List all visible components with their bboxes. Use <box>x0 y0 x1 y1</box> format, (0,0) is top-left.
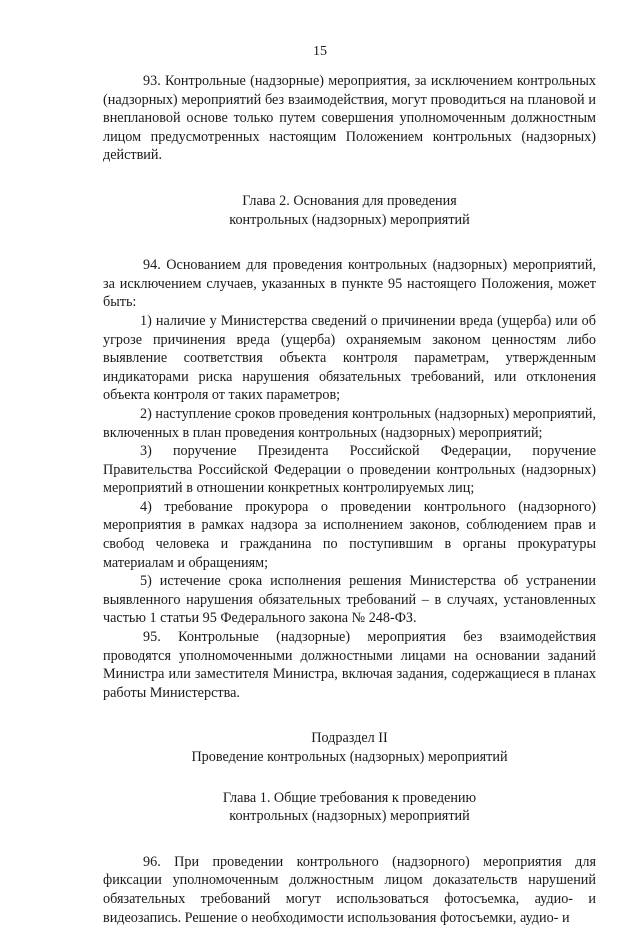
paragraph-95: 95. Контрольные (надзорные) мероприятия без взаимодействия проводятся уполномоченными должностными лицами на основании заданий Министра или заместителя Министра, включая задания, содержащиеся в планах работы Министерства. <box>103 629 596 701</box>
heading-line: Глава 1. Общие требования к проведению <box>222 789 477 806</box>
paragraph-96: 96. При проведении контрольного (надзорного) мероприятия для фиксации уполномоченным должностным лицом доказательств нарушений обязательных требований могут использоваться фотосъемка, аудио- и видеозапись. Решение о необходимости использования фотосъемки, аудио- и <box>103 853 596 926</box>
subsection-2-heading <box>103 729 596 766</box>
list-item-1: 1) наличие у Министерства сведений о причинении вреда (ущерба) или об угрозе причинения вреда (ущерба) охраняемым законом ценностям либо выявление соответствия объекта контроля параметрам, утвержденным индикаторами риска нарушения обязательных требований, или отклонения объекта контроля от таких параметров; <box>103 312 596 404</box>
list-item-5: 5) истечение срока исполнения решения Министерства об устранении выявленного нарушения обязательных требований – в случаях, установленных частью 1 статьи 95 Федерального закона № 248-ФЗ. <box>103 573 596 627</box>
list-item-3: 3) поручение Президента Российской Федерации, поручение Правительства Российской Федерации о проведении контрольных (надзорных) мероприятий в отношении конкретных контролируемых лиц; <box>103 443 596 497</box>
document-body <box>103 72 596 927</box>
heading-line: контрольных (надзорных) мероприятий <box>229 808 470 825</box>
paragraph-93: 93. Контрольные (надзорные) мероприятия, за исключением контрольных (надзорных) мероприятий без взаимодействия, могут проводиться на плановой и внеплановой основе только путем совершения уполномоченным должностным лицом предусмотренных настоящим Положением контрольных (надзорных) действий. <box>103 73 596 164</box>
heading-line: Подраздел II <box>311 730 388 747</box>
heading-line: Проведение контрольных (надзорных) мероприятий <box>191 749 508 765</box>
chapter-1-heading <box>103 789 596 826</box>
paragraph-94: 94. Основанием для проведения контрольных (надзорных) мероприятий, за исключением случаев, указанных в пункте 95 настоящего Положения, может быть: <box>103 257 596 311</box>
list-item-4: 4) требование прокурора о проведении контрольного (надзорного) мероприятия в рамках надзора за исполнением законов, соблюдением прав и свобод человека и гражданина по поступившим в органы прокуратуры материалам и обращениям; <box>103 498 596 571</box>
page-number: 15 <box>313 44 327 59</box>
heading-line: Глава 2. Основания для проведения <box>242 192 457 209</box>
list-item-2: 2) наступление сроков проведения контрольных (надзорных) мероприятий, включенных в план проведения контрольных (надзорных) мероприятий; <box>103 405 596 441</box>
heading-line: контрольных (надзорных) мероприятий <box>229 211 470 228</box>
chapter-2-heading <box>103 192 596 229</box>
